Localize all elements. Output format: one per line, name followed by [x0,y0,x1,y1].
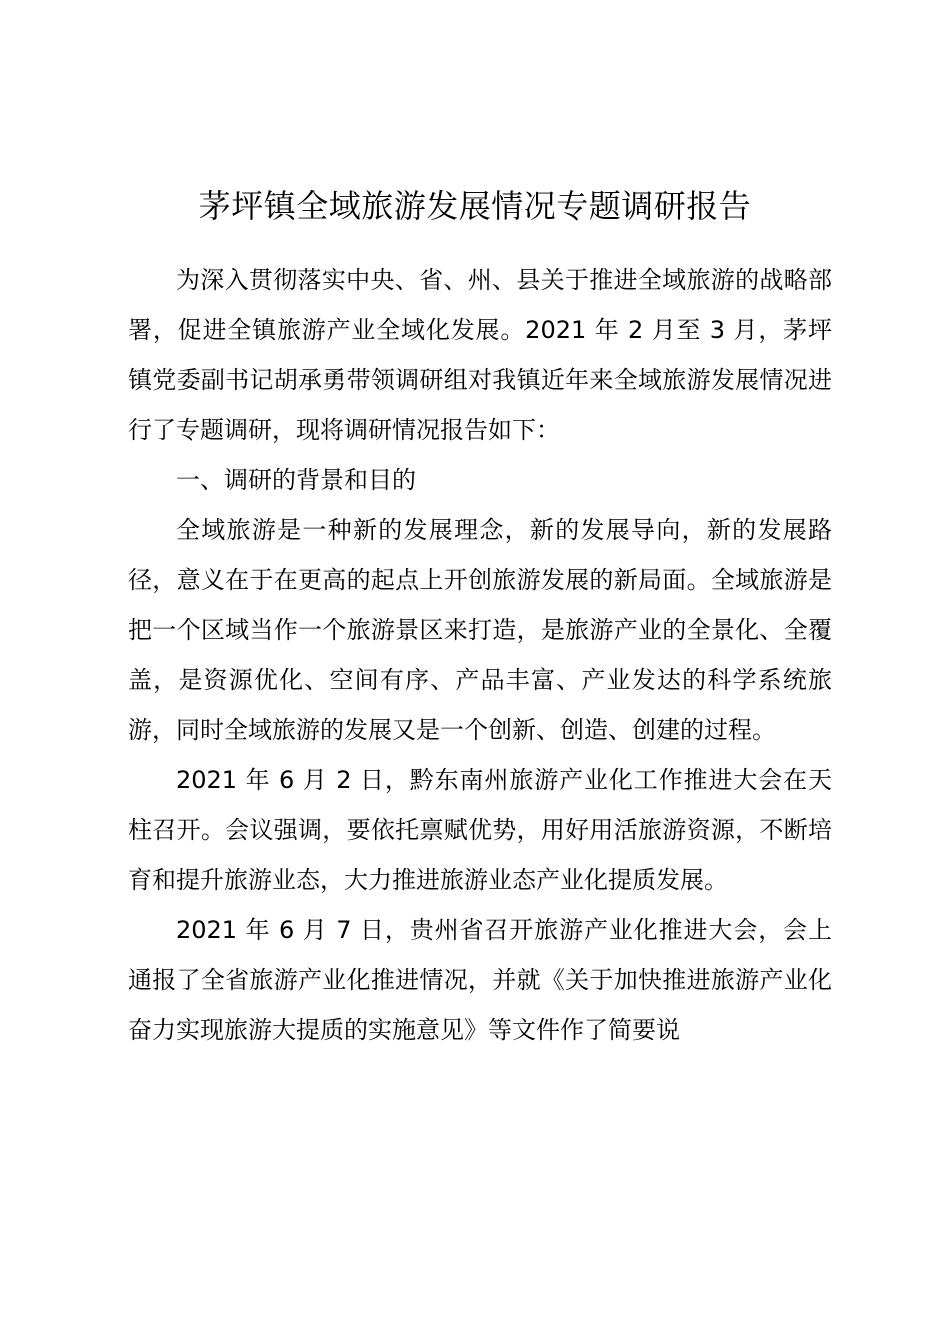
document-title: 茅坪镇全域旅游发展情况专题调研报告 [198,187,752,225]
paragraph-intro: 为深入贯彻落实中央、省、州、县关于推进全域旅游的战略部署，促进全镇旅游产业全域化发展。2021 年 2 月至 3 月，茅坪镇党委副书记胡承勇带领调研组对我镇近年来全域旅游发展情况进行了专题调研，现将调研情况报告如下： [128,266,832,444]
paragraph-prefecture-meeting: 2021 年 6 月 2 日，黔东南州旅游产业化工作推进大会在天柱召开。会议强调，要依托禀赋优势，用好用活旅游资源，不断培育和提升旅游业态，大力推进旅游业态产业化提质发展。 [128,766,832,894]
document-body [128,255,832,1055]
paragraph-province-meeting: 2021 年 6 月 7 日，贵州省召开旅游产业化推进大会，会上通报了全省旅游产业化推进情况，并就《关于加快推进旅游产业化奋力实现旅游大提质的实施意见》等文件作了简要说 [128,916,832,1044]
section-heading-background: 一、调研的背景和目的 [176,466,416,494]
paragraph-concept: 全域旅游是一种新的发展理念，新的发展导向，新的发展路径，意义在于在更高的起点上开创旅游发展的新局面。全域旅游是把一个区域当作一个旅游景区来打造，是旅游产业的全景化、全覆盖，是资源优化、空间有序、产品丰富、产业发达的科学系统旅游，同时全域旅游的发展又是一个创新、创造、创建的过程。 [128,516,832,744]
